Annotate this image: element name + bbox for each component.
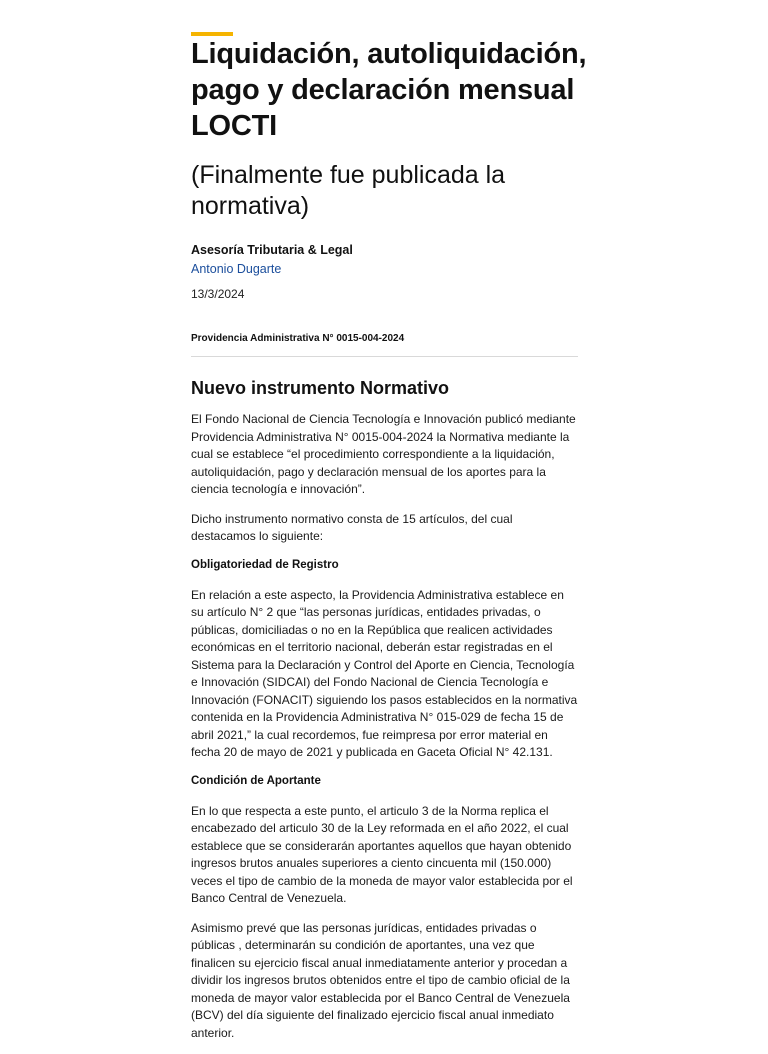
- paragraph-5: Asimismo prevé que las personas jurídicas, entidades privadas o públicas , determinarán su condición de aportantes, una vez que finalicen su ejercicio fiscal anual inmediatamente anterior y procedan a dividir los ingresos brutos obtenidos entre el tipo de cambio oficial de la moneda de mayor valor establecida por el Banco Central de Venezuela (BCV) del día siguiente del finalizado ejercicio fiscal anual inmediato anterior.: [191, 920, 570, 1040]
- publish-date: 13/3/2024: [191, 287, 245, 301]
- section-heading: Nuevo instrumento Normativo: [191, 378, 450, 398]
- reference-label: Providencia Administrativa N° 0015-004-2024: [191, 333, 405, 344]
- paragraph-4: En lo que respecta a este punto, el articulo 3 de la Norma replica el encabezado del articulo 30 de la Ley reformada en el año 2022, el cual establece que se considerarán aportantes aquellos que hayan obtenido ingresos brutos anuales superiores a ciento cincuenta mil (150.000) veces el tipo de cambio de la moneda de mayor valor establecida por el Banco Central de Venezuela.: [191, 803, 573, 905]
- author-link[interactable]: Antonio Dugarte: [191, 262, 282, 276]
- paragraph-1: El Fondo Nacional de Ciencia Tecnología e Innovación publicó mediante Providencia Administrativa N° 0015-004-2024 la Normativa mediante la cual se establece “el procedimiento correspondiente a la liquidación, autoliquidación, pago y declaración mensual de los aportes para la ciencia tecnología e innovación”.: [191, 412, 576, 496]
- divider: [191, 356, 578, 357]
- subheading-aportante: Condición de Aportante: [191, 774, 321, 787]
- article-subtitle: (Finalmente fue publicada la normativa): [191, 161, 506, 220]
- article-body: [191, 411, 578, 1054]
- section-label: Asesoría Tributaria & Legal: [191, 243, 353, 257]
- paragraph-2: Dicho instrumento normativo consta de 15 artículos, del cual destacamos lo siguiente:: [191, 511, 513, 543]
- paragraph-3: En relación a este aspecto, la Providencia Administrativa establece en su artículo N° 2 que “las personas jurídicas, entidades privadas, o públicas, domiciliadas o no en la República que realicen actividades económicas en el territorio nacional, deberán estar registradas en el Sistema para la Declaración y Control del Aporte en Ciencia, Tecnología e Innovación (SIDCAI) del Fondo Nacional de Ciencia Tecnología e Innovación (FONACIT) siguiendo los pasos establecidos en la normativa contenida en la Providencia Administrativa N° 015-029 de fecha 15 de abril 2021,” la cual recordemos, fue reimpresa por error material en fecha 20 de mayo de 2021 y publicada en Gaceta Oficial N° 42.131.: [191, 587, 578, 759]
- article-title: Liquidación, autoliquidación, pago y declaración mensual LOCTI: [191, 38, 587, 142]
- subheading-registro: Obligatoriedad de Registro: [191, 558, 339, 571]
